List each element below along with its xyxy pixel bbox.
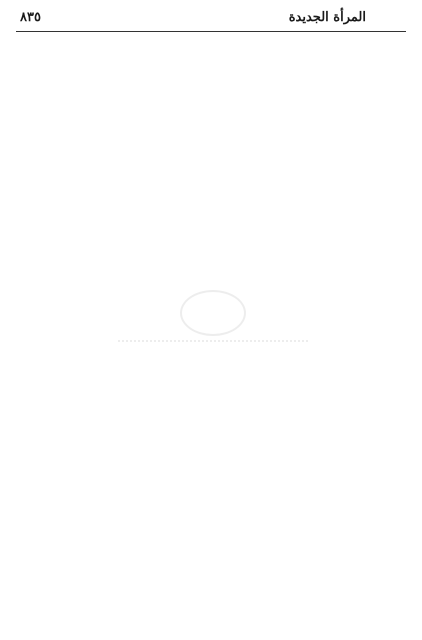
paragraph [16, 227, 406, 321]
text-line [16, 479, 406, 495]
body-text [16, 38, 406, 635]
text-line [16, 510, 406, 526]
text-line [16, 416, 406, 432]
text-line [16, 132, 406, 148]
text-line [16, 38, 406, 54]
paragraph [16, 323, 406, 635]
header-rule [16, 31, 406, 32]
text-line [16, 401, 406, 417]
text-line [16, 147, 406, 163]
text-line [16, 210, 406, 226]
text-line [16, 432, 406, 448]
text-line [16, 603, 406, 619]
text-line [16, 619, 406, 635]
text-line [16, 54, 406, 70]
text-line [16, 85, 406, 101]
text-line [16, 541, 406, 557]
text-line [16, 69, 406, 85]
text-line [16, 194, 406, 210]
text-line [16, 588, 406, 604]
text-line [16, 494, 406, 510]
running-header [16, 10, 406, 28]
text-line [16, 354, 406, 370]
text-line [16, 227, 406, 243]
text-line [16, 323, 406, 339]
text-line [16, 116, 406, 132]
text-line [16, 369, 406, 385]
text-line [16, 100, 406, 116]
text-line [16, 385, 406, 401]
running-header-title: المرأة الجديدة [288, 10, 366, 25]
text-line [16, 274, 406, 290]
text-line [16, 178, 406, 194]
text-line [16, 290, 406, 306]
paragraph [16, 38, 406, 225]
text-line [16, 243, 406, 259]
text-line [16, 463, 406, 479]
page-number: ٨٣٥ [20, 10, 41, 25]
text-line [16, 338, 406, 354]
text-line [16, 305, 406, 321]
text-line [16, 525, 406, 541]
text-line [16, 572, 406, 588]
text-line [16, 557, 406, 573]
text-line [16, 258, 406, 274]
text-line [16, 163, 406, 179]
text-line [16, 447, 406, 463]
